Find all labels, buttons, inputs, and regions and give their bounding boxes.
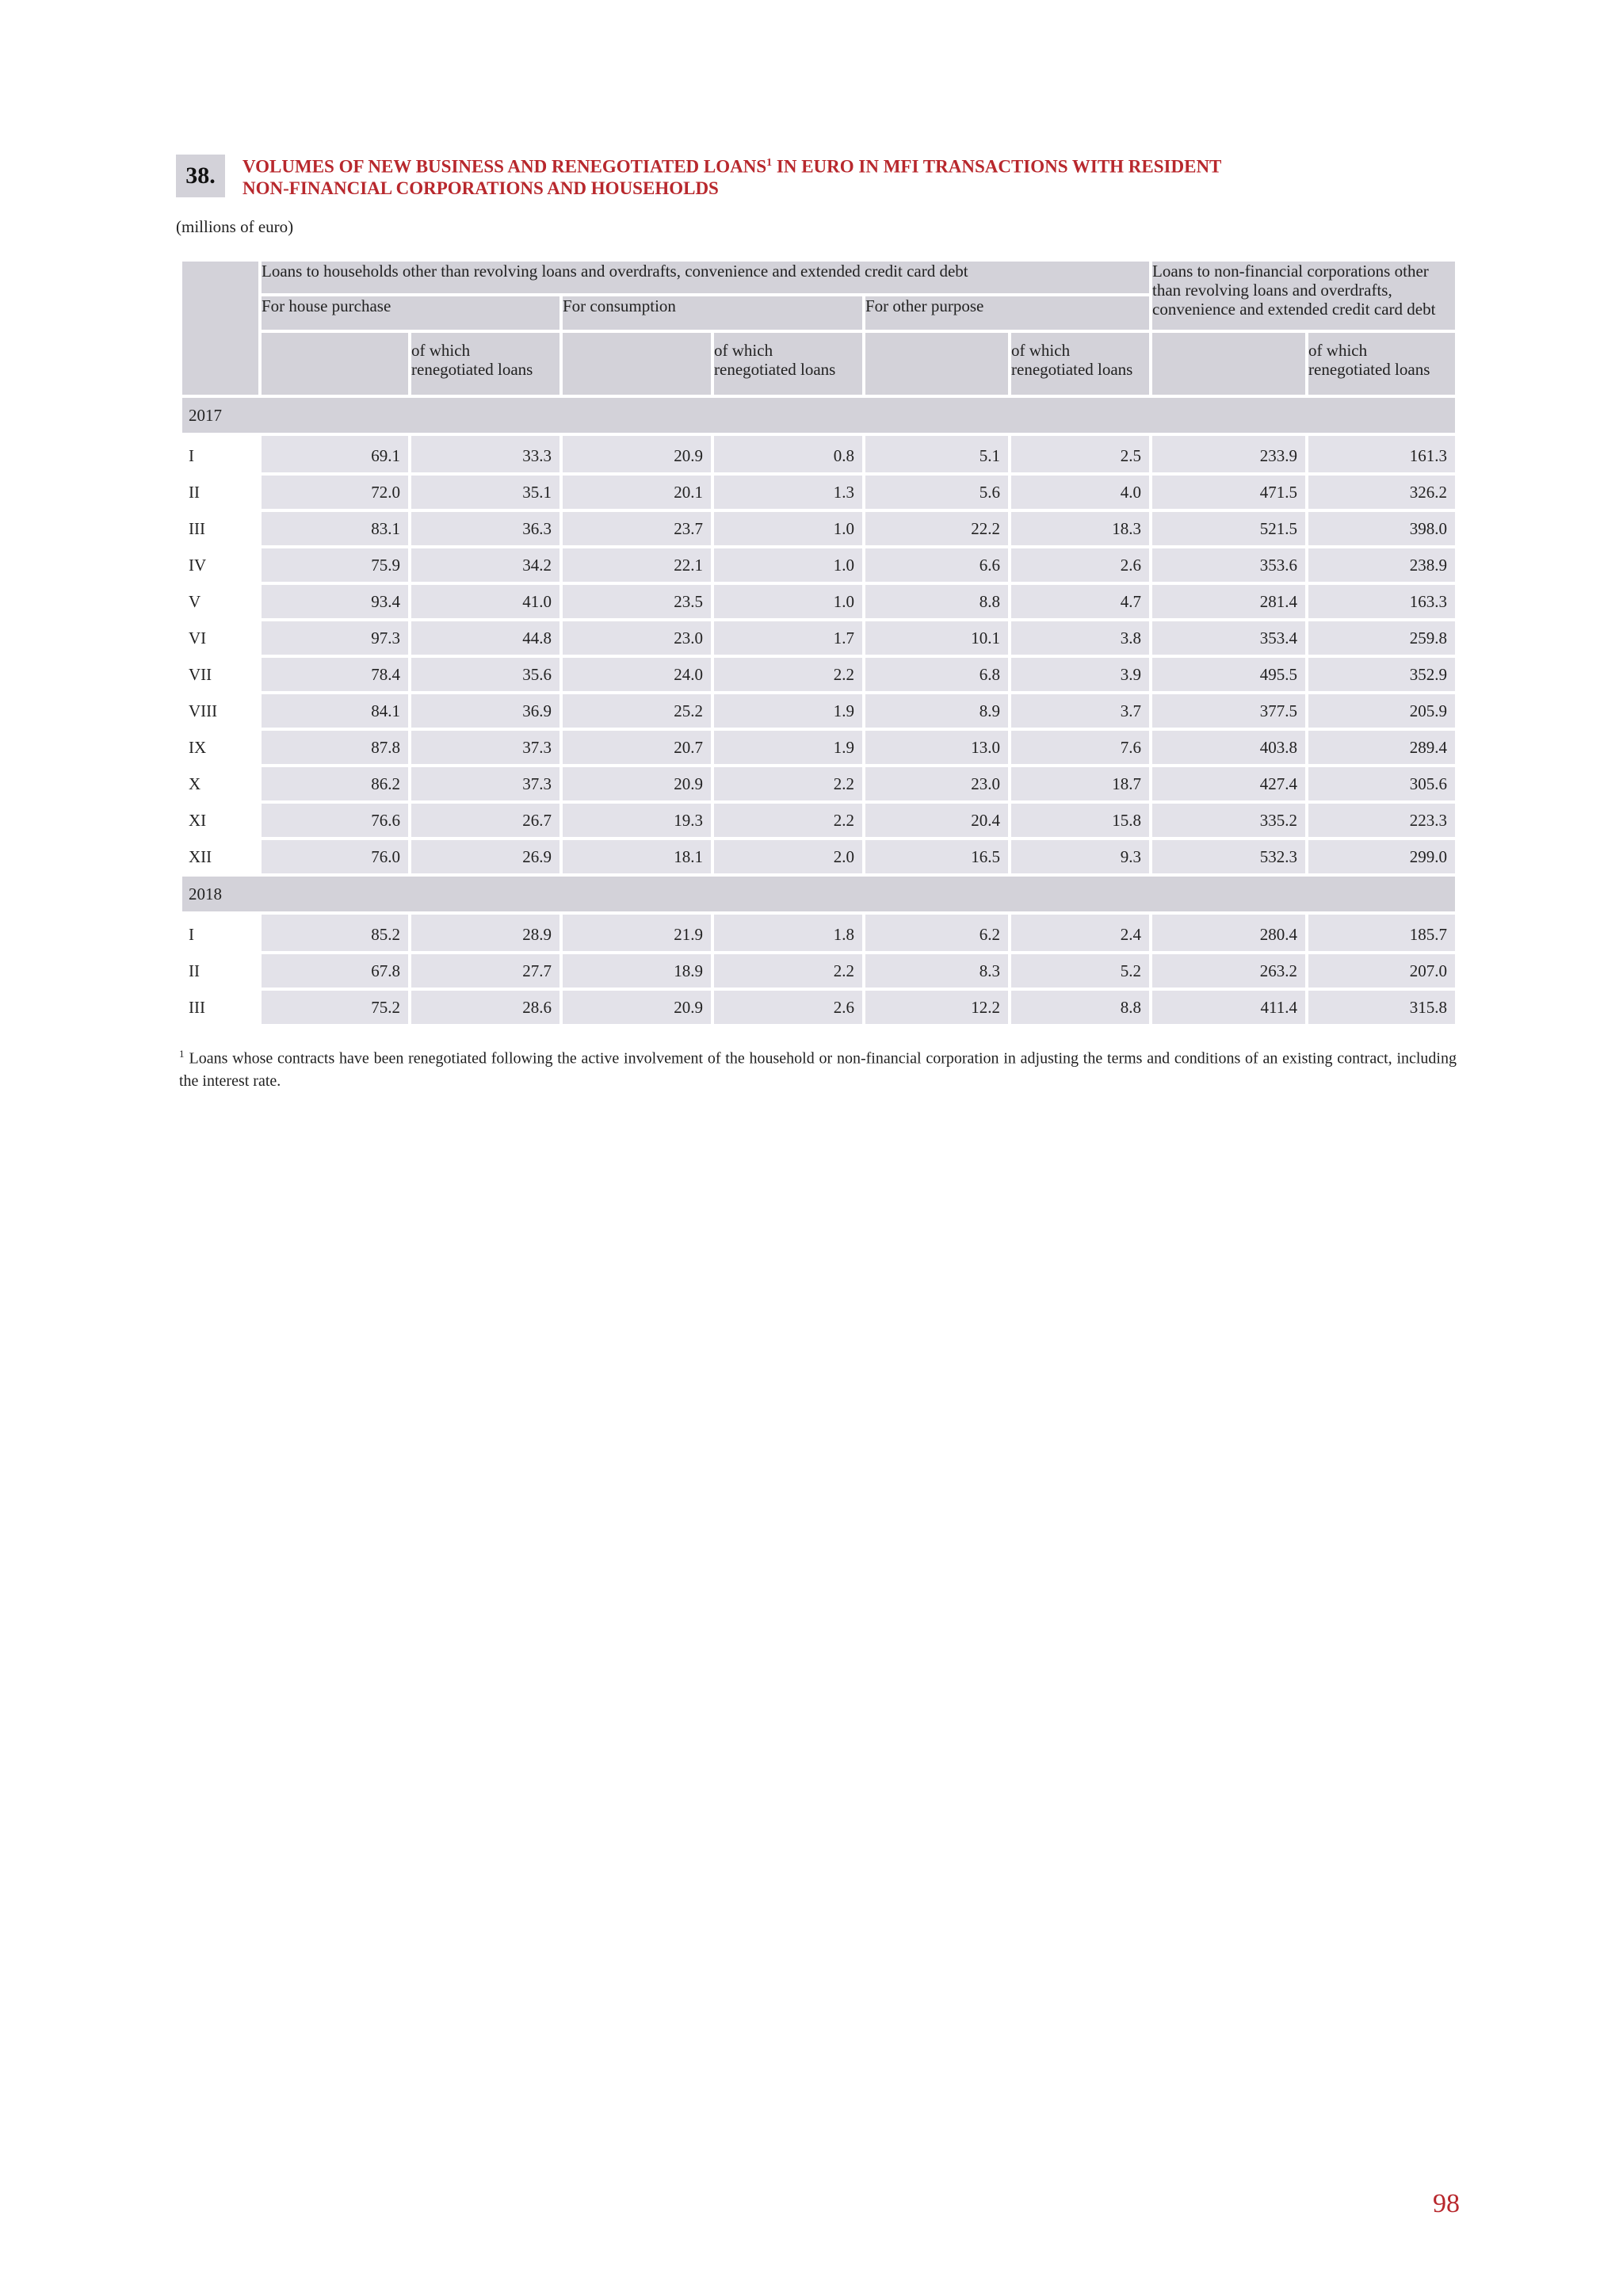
table-cell: 20.9 (563, 991, 711, 1024)
table-cell: 12.2 (865, 991, 1008, 1024)
table-cell: 163.3 (1308, 585, 1455, 618)
table-cell: 223.3 (1308, 804, 1455, 837)
table-cell: 326.2 (1308, 476, 1455, 509)
table-cell: 37.3 (411, 731, 559, 764)
table-cell: 353.4 (1152, 621, 1305, 655)
table-cell: 2.5 (1011, 436, 1149, 472)
title-line1b: IN EURO IN MFI TRANSACTIONS WITH RESIDENT (772, 156, 1222, 177)
table-row (182, 731, 1455, 764)
table-cell: 23.7 (563, 512, 711, 545)
row-label: V (182, 585, 258, 618)
table-cell: 22.2 (865, 512, 1008, 545)
year-label: 2018 (182, 877, 1455, 911)
table-cell: 69.1 (262, 436, 408, 472)
table-cell: 20.7 (563, 731, 711, 764)
title-line1a: VOLUMES OF NEW BUSINESS AND RENEGOTIATED LOANS (242, 156, 767, 177)
table-cell: 24.0 (563, 658, 711, 691)
table-cell: 26.9 (411, 840, 559, 873)
table-cell: 20.9 (563, 767, 711, 800)
row-label: X (182, 767, 258, 800)
table-cell: 1.0 (714, 512, 862, 545)
table-cell: 305.6 (1308, 767, 1455, 800)
table-cell: 1.7 (714, 621, 862, 655)
table-cell: 34.2 (411, 548, 559, 582)
table-body (182, 398, 1455, 1024)
table-cell: 26.7 (411, 804, 559, 837)
table-cell: 13.0 (865, 731, 1008, 764)
table-cell: 20.9 (563, 436, 711, 472)
header-of-which: of which renegotiated loans (714, 333, 862, 395)
unit-note: (millions of euro) (176, 217, 294, 236)
table-row (182, 585, 1455, 618)
row-label: I (182, 436, 258, 472)
page-number: 98 (1433, 2189, 1460, 2218)
table-row (182, 954, 1455, 988)
table-cell: 8.8 (865, 585, 1008, 618)
row-label: II (182, 476, 258, 509)
table-cell: 2.2 (714, 804, 862, 837)
header-house-purchase: For house purchase (262, 296, 559, 330)
table-cell: 67.8 (262, 954, 408, 988)
table-cell: 8.9 (865, 694, 1008, 728)
table-cell: 44.8 (411, 621, 559, 655)
table-title-block (176, 152, 1460, 200)
table-row (182, 476, 1455, 509)
table-cell: 78.4 (262, 658, 408, 691)
table-title (242, 152, 1479, 199)
table-cell: 19.3 (563, 804, 711, 837)
table-cell: 532.3 (1152, 840, 1305, 873)
table-cell: 83.1 (262, 512, 408, 545)
table-cell: 27.7 (411, 954, 559, 988)
table-cell: 2.2 (714, 767, 862, 800)
header-of-which: of which renegotiated loans (411, 333, 559, 395)
table-row (182, 840, 1455, 873)
table-cell: 263.2 (1152, 954, 1305, 988)
table-cell: 84.1 (262, 694, 408, 728)
table-cell: 76.0 (262, 840, 408, 873)
table-cell: 35.1 (411, 476, 559, 509)
table-cell: 6.6 (865, 548, 1008, 582)
table-cell: 37.3 (411, 767, 559, 800)
table-cell: 87.8 (262, 731, 408, 764)
table-row (182, 658, 1455, 691)
table-cell: 2.0 (714, 840, 862, 873)
table-cell: 411.4 (1152, 991, 1305, 1024)
table-cell: 3.7 (1011, 694, 1149, 728)
table-cell: 18.3 (1011, 512, 1149, 545)
year-row (182, 877, 1455, 911)
table-cell: 28.6 (411, 991, 559, 1024)
table-number: 38. (176, 155, 225, 197)
table-cell: 1.9 (714, 731, 862, 764)
header-corner (182, 262, 258, 395)
title-footnote-marker: 1 (766, 157, 773, 169)
table-cell: 161.3 (1308, 436, 1455, 472)
table-cell: 86.2 (262, 767, 408, 800)
table-cell: 5.1 (865, 436, 1008, 472)
table-cell: 5.6 (865, 476, 1008, 509)
table-cell: 2.6 (1011, 548, 1149, 582)
header-blank (563, 333, 711, 395)
table-cell: 33.3 (411, 436, 559, 472)
table-cell: 41.0 (411, 585, 559, 618)
footnote-text: Loans whose contracts have been renegotiated following the active involvement of the household or non-financial corporation in adjusting the terms and conditions of an existing contract, including the interest rate. (179, 1049, 1457, 1090)
table-cell: 10.1 (865, 621, 1008, 655)
table-cell: 238.9 (1308, 548, 1455, 582)
table-cell: 521.5 (1152, 512, 1305, 545)
table-cell: 76.6 (262, 804, 408, 837)
table-cell: 1.0 (714, 548, 862, 582)
table-cell: 315.8 (1308, 991, 1455, 1024)
table-cell: 205.9 (1308, 694, 1455, 728)
table-cell: 4.0 (1011, 476, 1149, 509)
table-cell: 18.7 (1011, 767, 1149, 800)
table-cell: 289.4 (1308, 731, 1455, 764)
row-label: II (182, 954, 258, 988)
table-cell: 18.1 (563, 840, 711, 873)
row-label: VI (182, 621, 258, 655)
table-cell: 23.0 (563, 621, 711, 655)
table-cell: 353.6 (1152, 548, 1305, 582)
table-cell: 36.3 (411, 512, 559, 545)
table-row (182, 915, 1455, 951)
table-cell: 0.8 (714, 436, 862, 472)
table-row (182, 436, 1455, 472)
table-cell: 75.2 (262, 991, 408, 1024)
header-consumption: For consumption (563, 296, 862, 330)
table-cell: 495.5 (1152, 658, 1305, 691)
loans-table (179, 258, 1458, 1027)
table-cell: 23.0 (865, 767, 1008, 800)
table-cell: 471.5 (1152, 476, 1305, 509)
table-row (182, 621, 1455, 655)
row-label: III (182, 512, 258, 545)
table-cell: 427.4 (1152, 767, 1305, 800)
footnote-marker: 1 (179, 1048, 185, 1060)
table-cell: 75.9 (262, 548, 408, 582)
table-cell: 335.2 (1152, 804, 1305, 837)
table-cell: 5.2 (1011, 954, 1149, 988)
title-line2: NON-FINANCIAL CORPORATIONS AND HOUSEHOLDS (242, 178, 719, 198)
table-cell: 18.9 (563, 954, 711, 988)
table-cell: 6.2 (865, 915, 1008, 951)
header-other-purpose: For other purpose (865, 296, 1149, 330)
table-cell: 3.8 (1011, 621, 1149, 655)
table-cell: 8.8 (1011, 991, 1149, 1024)
table-row (182, 512, 1455, 545)
table-cell: 8.3 (865, 954, 1008, 988)
table-cell: 281.4 (1152, 585, 1305, 618)
table-cell: 299.0 (1308, 840, 1455, 873)
table-cell: 20.4 (865, 804, 1008, 837)
row-label: VIII (182, 694, 258, 728)
table-cell: 85.2 (262, 915, 408, 951)
table-cell: 97.3 (262, 621, 408, 655)
table-cell: 398.0 (1308, 512, 1455, 545)
table-row (182, 767, 1455, 800)
table-cell: 2.6 (714, 991, 862, 1024)
table-cell: 21.9 (563, 915, 711, 951)
header-of-which: of which renegotiated loans (1011, 333, 1149, 395)
header-blank (1152, 333, 1305, 395)
footnote (179, 1043, 1457, 1092)
table-cell: 23.5 (563, 585, 711, 618)
table-cell: 2.2 (714, 954, 862, 988)
table-cell: 2.4 (1011, 915, 1149, 951)
table-cell: 72.0 (262, 476, 408, 509)
row-label: VII (182, 658, 258, 691)
table-cell: 1.9 (714, 694, 862, 728)
header-nfc: Loans to non-financial corporations other than revolving loans and overdrafts, convenience and extended credit card debt (1152, 262, 1455, 330)
header-blank (262, 333, 408, 395)
row-label: XI (182, 804, 258, 837)
table-cell: 15.8 (1011, 804, 1149, 837)
table-cell: 233.9 (1152, 436, 1305, 472)
table-row (182, 694, 1455, 728)
header-blank (865, 333, 1008, 395)
table-cell: 7.6 (1011, 731, 1149, 764)
table-cell: 3.9 (1011, 658, 1149, 691)
table-cell: 1.3 (714, 476, 862, 509)
table-cell: 9.3 (1011, 840, 1149, 873)
table-cell: 20.1 (563, 476, 711, 509)
table-cell: 93.4 (262, 585, 408, 618)
table-cell: 207.0 (1308, 954, 1455, 988)
table-cell: 4.7 (1011, 585, 1149, 618)
row-label: XII (182, 840, 258, 873)
table-cell: 377.5 (1152, 694, 1305, 728)
table-cell: 1.0 (714, 585, 862, 618)
header-households: Loans to households other than revolving loans and overdrafts, convenience and extended credit card debt (262, 262, 1149, 293)
table-cell: 280.4 (1152, 915, 1305, 951)
table-cell: 1.8 (714, 915, 862, 951)
table-cell: 35.6 (411, 658, 559, 691)
table-row (182, 804, 1455, 837)
table-cell: 6.8 (865, 658, 1008, 691)
table-cell: 403.8 (1152, 731, 1305, 764)
table-cell: 2.2 (714, 658, 862, 691)
row-label: III (182, 991, 258, 1024)
table-row (182, 548, 1455, 582)
table-cell: 22.1 (563, 548, 711, 582)
table-cell: 259.8 (1308, 621, 1455, 655)
row-label: IV (182, 548, 258, 582)
table-cell: 185.7 (1308, 915, 1455, 951)
table-cell: 352.9 (1308, 658, 1455, 691)
table-cell: 25.2 (563, 694, 711, 728)
table-cell: 28.9 (411, 915, 559, 951)
row-label: IX (182, 731, 258, 764)
header-of-which: of which renegotiated loans (1308, 333, 1455, 395)
year-row (182, 398, 1455, 433)
table-row (182, 991, 1455, 1024)
table-cell: 16.5 (865, 840, 1008, 873)
row-label: I (182, 915, 258, 951)
table-cell: 36.9 (411, 694, 559, 728)
year-label: 2017 (182, 398, 1455, 433)
